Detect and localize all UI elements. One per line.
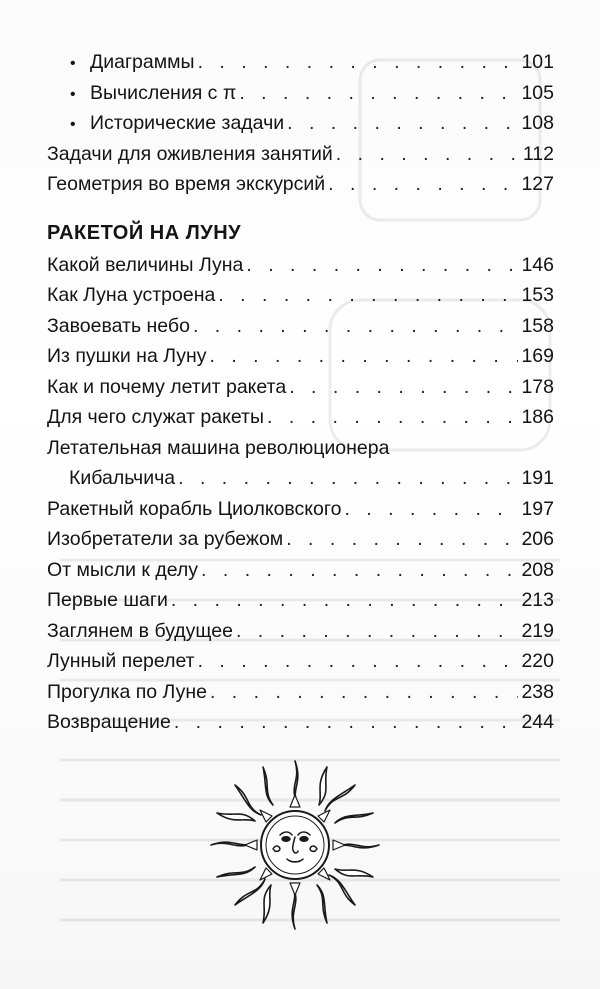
entry-title: Как и почему летит ракета (47, 375, 287, 398)
toc-entry-excursion-geometry[interactable] (47, 169, 554, 200)
entry-title: Прогулка по Луне (47, 680, 207, 703)
page-number: 108 (521, 112, 554, 134)
dot-leader (286, 524, 518, 555)
toc-entry-pi-calculations[interactable] (47, 78, 554, 109)
page-number: 101 (521, 51, 554, 73)
page-number: 153 (521, 284, 554, 306)
page-number: 208 (521, 558, 554, 581)
dot-leader (210, 677, 519, 708)
page-number: 146 (521, 253, 554, 276)
toc-entry[interactable] (47, 402, 554, 433)
toc-entry[interactable] (47, 494, 554, 525)
toc-entry-diagrams[interactable] (47, 47, 554, 78)
entry-title: Летательная машина революционера (47, 436, 390, 459)
dot-leader (246, 250, 518, 281)
entry-title: Лунный перелет (47, 650, 195, 672)
dot-leader (178, 463, 518, 494)
toc-entry[interactable] (47, 524, 554, 555)
toc-entry-lively-problems[interactable] (47, 139, 554, 170)
dot-leader (336, 139, 520, 170)
dot-leader (198, 646, 519, 677)
toc-entry[interactable] (47, 585, 554, 616)
dot-leader (198, 47, 519, 78)
dot-leader (289, 372, 518, 403)
entry-title-continuation: Кибальчича (69, 467, 176, 489)
entry-title: Задачи для оживления занятий (47, 142, 333, 165)
dot-leader (201, 555, 518, 586)
page-number: 206 (521, 528, 554, 550)
entry-title: Диаграммы (90, 51, 195, 73)
toc-entry[interactable] (47, 646, 554, 677)
toc-entry[interactable] (47, 707, 554, 738)
toc-entry[interactable] (47, 372, 554, 403)
page-number: 105 (521, 81, 554, 104)
page-number: 127 (521, 173, 554, 195)
page-number: 186 (521, 406, 554, 428)
toc-entry[interactable] (47, 250, 554, 281)
toc-entry-wrapped-first-line[interactable] (47, 433, 554, 464)
dot-leader (239, 78, 518, 109)
entry-title: От мысли к делу (47, 558, 199, 581)
bullet: • (70, 55, 76, 72)
page-number: 112 (522, 142, 554, 165)
dot-leader (236, 616, 519, 647)
entry-title: Возвращение (47, 711, 171, 733)
entry-title: Как Луна устроена (47, 284, 216, 306)
toc-entry[interactable] (47, 677, 554, 708)
entry-title: Вычисления с π (90, 81, 237, 104)
toc-entry[interactable] (47, 616, 554, 647)
toc-entry[interactable] (47, 280, 554, 311)
entry-title: Изобретатели за рубежом (47, 528, 284, 550)
entry-title: Исторические задачи (90, 112, 285, 134)
entry-title: Из пушки на Луну (47, 345, 207, 367)
toc-entry-wrapped-continuation[interactable] (47, 463, 554, 494)
entry-title: Какой величины Луна (47, 253, 244, 276)
dot-leader (171, 585, 519, 616)
dot-leader (267, 402, 518, 433)
page-number: 178 (521, 375, 554, 398)
page-number: 169 (521, 345, 554, 367)
entry-title: Для чего служат ракеты (47, 406, 265, 428)
section-title: РАКЕТОЙ НА ЛУНУ (47, 221, 242, 244)
toc-entry-historical-problems[interactable] (47, 108, 554, 139)
sun-face-icon (205, 755, 385, 935)
entry-title: Заглянем в будущее (47, 619, 233, 642)
toc-entry[interactable] (47, 341, 554, 372)
dot-leader (328, 169, 518, 200)
page-number: 238 (521, 680, 554, 703)
dot-leader (193, 311, 519, 342)
entry-title: Первые шаги (47, 589, 168, 611)
bullet: • (70, 116, 76, 133)
dot-leader (287, 108, 518, 139)
dot-leader (344, 494, 518, 525)
page-number: 219 (521, 619, 554, 642)
page-number: 213 (521, 589, 554, 611)
toc-entry[interactable] (47, 311, 554, 342)
entry-title: Завоевать небо (47, 314, 190, 337)
dot-leader (218, 280, 518, 311)
page-number: 158 (521, 314, 554, 337)
bullet: • (70, 85, 76, 103)
entry-title: Ракетный корабль Циолковского (47, 497, 342, 520)
dot-leader (210, 341, 519, 372)
page-number: 244 (521, 711, 554, 733)
page-number: 191 (521, 467, 554, 489)
toc-entry[interactable] (47, 555, 554, 586)
dot-leader (174, 707, 519, 738)
table-of-contents (47, 47, 554, 738)
page-number: 197 (521, 497, 554, 520)
entry-title: Геометрия во время экскурсий (47, 173, 326, 195)
page-number: 220 (521, 650, 554, 672)
